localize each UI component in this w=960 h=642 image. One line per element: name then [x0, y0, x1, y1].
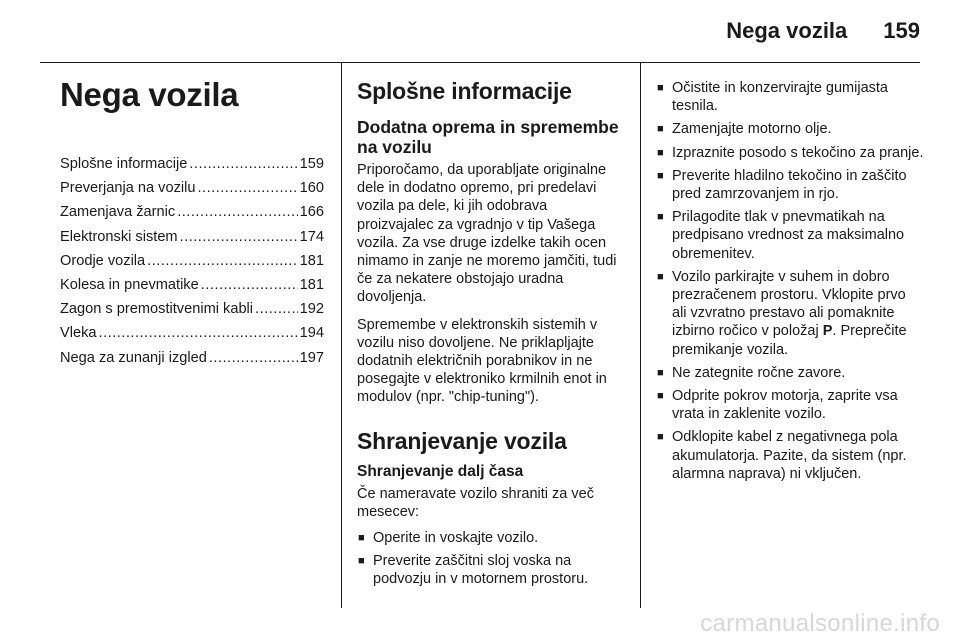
toc-leader-dots — [189, 152, 297, 176]
storage-checklist-part-1 — [357, 529, 625, 589]
bullet-icon: ■ — [657, 146, 664, 159]
list-item — [656, 79, 924, 115]
toc-entry-label: Nega za zunanji izgled — [60, 349, 207, 366]
toc-entry-page: 197 — [299, 349, 324, 366]
paragraph-storage-intro: Če nameravate vozilo shraniti za več mesecev: — [357, 485, 594, 520]
toc-entry[interactable] — [60, 249, 324, 273]
bullet-icon: ■ — [657, 82, 664, 94]
bullet-icon: ■ — [657, 431, 664, 444]
list-item — [357, 552, 625, 588]
list-item-text: Odklopite kabel z negativnega pola akumulatorja. Pazite, da sistem (npr. alarmna naprava) ni vključen. — [672, 429, 907, 482]
list-item — [656, 364, 924, 382]
toc-entry[interactable] — [60, 152, 324, 176]
toc-entry-label: Elektronski sistem — [60, 228, 178, 245]
toc-entry-label: Zagon s premostitvenimi kabli — [60, 301, 254, 318]
header-title: Nega vozila — [726, 18, 848, 43]
toc-entry-label: Zamenjava žarnic — [60, 204, 176, 221]
running-header — [726, 18, 920, 48]
toc-entry[interactable] — [60, 200, 324, 224]
list-item — [656, 428, 924, 483]
column-3 — [656, 62, 924, 483]
toc-entry-label: Vleka — [60, 325, 97, 342]
bullet-icon: ■ — [358, 555, 365, 568]
bullet-icon: ■ — [657, 211, 664, 224]
column-2 — [357, 62, 625, 589]
list-item-text-tail: . Preprečite premikanje vozila. — [672, 323, 907, 358]
toc-entry[interactable] — [60, 321, 324, 345]
bullet-icon: ■ — [657, 270, 664, 283]
bullet-icon: ■ — [657, 123, 664, 136]
toc-entry-label: Orodje vozila — [60, 252, 146, 269]
toc-leader-dots — [180, 225, 298, 249]
toc-entry-page: 159 — [299, 156, 324, 172]
toc-leader-dots — [201, 273, 298, 297]
toc-entry-label: Preverjanja na vozilu — [60, 180, 196, 197]
list-item — [656, 268, 924, 359]
toc-leader-dots — [177, 200, 297, 224]
toc-leader-dots — [197, 176, 297, 200]
toc-entry-label: Kolesa in pnevmatike — [60, 277, 199, 294]
table-of-contents — [60, 152, 324, 370]
list-item-text: Odprite pokrov motorja, zaprite vsa vrata in zaklenite vozilo. — [672, 388, 898, 423]
toc-leader-dots — [99, 321, 298, 345]
toc-entry-page: 192 — [299, 301, 324, 318]
toc-entry-page: 181 — [299, 277, 324, 294]
subsection-title-long-storage: Shranjevanje dalj časa — [357, 462, 524, 480]
storage-checklist-part-2 — [656, 79, 924, 483]
toc-entry[interactable] — [60, 225, 324, 249]
page-number: 159 — [883, 18, 920, 43]
list-item-text: Prilagodite tlak v pnevmatikah na predpisano vrednost za maksimalno obremenitev. — [672, 209, 905, 262]
toc-leader-dots — [255, 297, 298, 321]
toc-leader-dots — [147, 249, 297, 273]
chapter-title: Nega vozila — [60, 76, 239, 113]
section-title-general-info: Splošne informacije — [357, 78, 572, 104]
list-item-text: Zamenjajte motorno olje. — [672, 121, 832, 138]
toc-entry[interactable] — [60, 273, 324, 297]
paragraph-electronics: Spremembe v elektronskih sistemih v vozilu niso dovoljene. Ne priklapljajte dodatnih električnih porabnikov in ne posegajte v elektroniko krmilnih enot in modulov (npr. "chip-tuning"). — [357, 316, 607, 406]
toc-leader-dots — [209, 346, 298, 370]
list-item — [656, 387, 924, 423]
bullet-icon: ■ — [657, 366, 664, 379]
watermark: carmanualsonline.info — [700, 610, 940, 637]
column-divider-2 — [640, 62, 641, 608]
list-item — [357, 529, 625, 547]
list-item-text: Operite in voskajte vozilo. — [373, 530, 539, 547]
section-title-storage: Shranjevanje vozila — [357, 427, 567, 454]
toc-entry[interactable] — [60, 346, 324, 370]
subsection-title-accessories: Dodatna oprema in spremembe na vozilu — [357, 117, 619, 157]
toc-entry-page: 166 — [299, 204, 324, 221]
list-item — [656, 208, 924, 263]
toc-entry-page: 181 — [299, 252, 324, 269]
bullet-icon: ■ — [358, 532, 365, 545]
list-item-text: Preverite hladilno tekočino in zaščito pred zamrzovanjem in rjo. — [672, 167, 907, 203]
paragraph-accessories: Priporočamo, da uporabljate originalne dele in dodatno opremo, pri predelavi vozila pa dele, ki jih odobrava proizvajalec za vgradnjo v tip Vašega vozila. Za vse druge izdelke takih ocen nimamo in zanje ne moremo jamčiti, tudi če za nekatere obstojajo uradna dovoljenja. — [357, 162, 617, 306]
toc-entry-label: Splošne informacije — [60, 156, 188, 172]
list-item-text: Izpraznite posodo s tekočino za pranje. — [672, 144, 924, 161]
list-item — [656, 144, 924, 162]
list-item — [656, 120, 924, 138]
toc-entry-page: 194 — [299, 325, 324, 342]
list-item-text: Ne zategnite ročne zavore. — [672, 364, 846, 381]
list-item — [656, 167, 924, 203]
list-item-text: Preverite zaščitni sloj voska na podvozju in v motornem prostoru. — [373, 553, 589, 588]
column-1 — [60, 62, 324, 370]
toc-entry[interactable] — [60, 297, 324, 321]
list-item-text: Očistite in konzervirajte gumijasta tesnila. — [672, 80, 888, 115]
bullet-icon: ■ — [657, 169, 664, 182]
gear-position-label: P — [822, 323, 833, 340]
toc-entry[interactable] — [60, 176, 324, 200]
column-divider-1 — [341, 62, 342, 608]
toc-entry-page: 160 — [299, 180, 324, 197]
bullet-icon: ■ — [657, 390, 664, 403]
list-item-text: Vozilo parkirajte v suhem in dobro prezračenem prostoru. Vklopite prvo ali vzvratno prestavo ali pomaknite izbirno ročico v položaj — [672, 268, 906, 340]
toc-entry-page: 174 — [299, 228, 324, 245]
